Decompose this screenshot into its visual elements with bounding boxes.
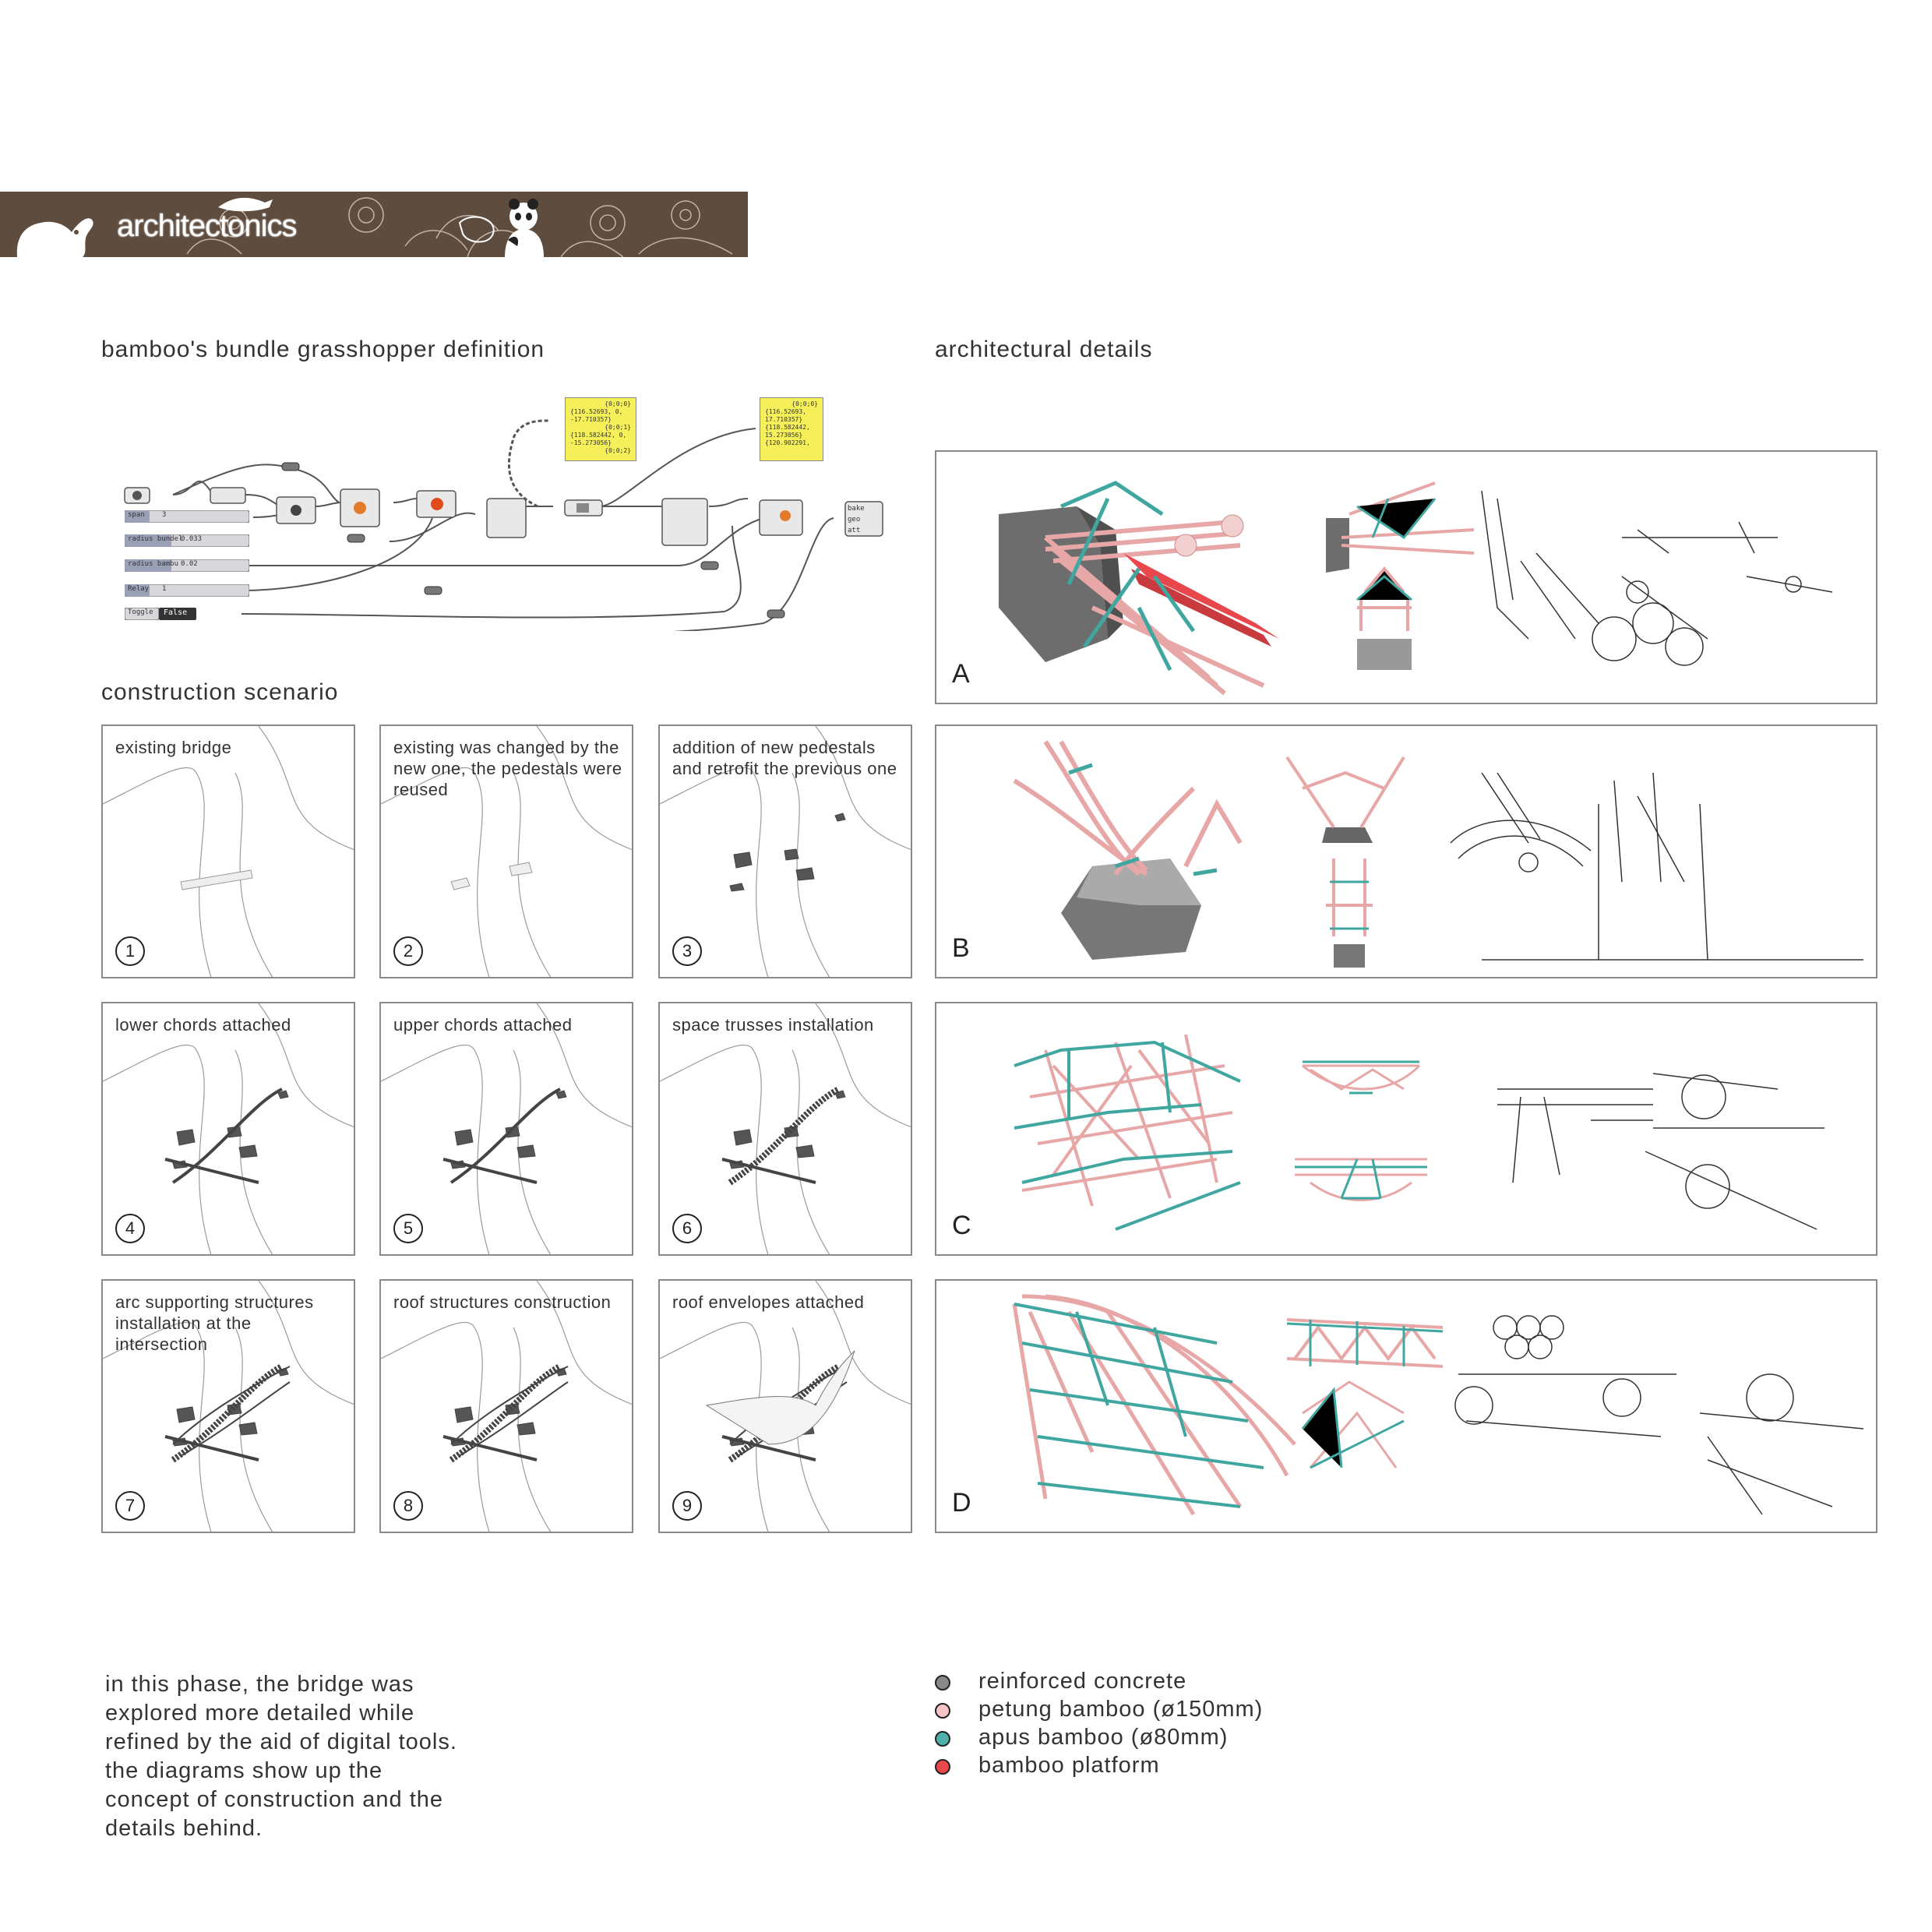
step-label: roof envelopes attached bbox=[672, 1292, 865, 1312]
description-line: details behind. bbox=[105, 1816, 263, 1841]
description-line: the diagrams show up the bbox=[105, 1758, 383, 1783]
step-number: 7 bbox=[115, 1491, 145, 1521]
step-number: 4 bbox=[115, 1214, 145, 1243]
legend-dot bbox=[935, 1703, 950, 1719]
panel-line: {0;0;0} bbox=[605, 400, 631, 407]
panel-line: {118.582442, bbox=[765, 424, 810, 431]
step-label: roof structures construction bbox=[393, 1292, 612, 1312]
step-label: existing bridge bbox=[115, 738, 232, 757]
slider-name: radius bambu bbox=[128, 560, 179, 568]
panel-line: {0;0;1} bbox=[605, 424, 631, 431]
detail-letter-b: B bbox=[952, 933, 970, 963]
legend-dot bbox=[935, 1759, 950, 1775]
detail-letter-a: A bbox=[952, 659, 970, 689]
construction-step-panel bbox=[101, 1279, 355, 1533]
step-number: 2 bbox=[393, 936, 423, 966]
bake-input: bake bbox=[848, 505, 865, 513]
detail-b-drawing bbox=[936, 726, 1877, 978]
detail-c-drawing bbox=[936, 1003, 1877, 1256]
banner-title: architectonics bbox=[117, 209, 297, 243]
slider-name: radius bundel bbox=[128, 535, 183, 543]
legend-dot bbox=[935, 1731, 950, 1747]
small-elephant-icon bbox=[460, 217, 494, 242]
slider-relay[interactable] bbox=[125, 584, 249, 601]
grasshopper-title: bamboo's bundle grasshopper definition bbox=[101, 337, 545, 362]
toggle-value: False bbox=[164, 608, 188, 617]
construction-step-panel bbox=[379, 724, 633, 978]
att-input: att bbox=[848, 527, 861, 534]
step-number: 3 bbox=[672, 936, 702, 966]
output-panel-2[interactable] bbox=[760, 397, 823, 461]
toggle-name: Toggle bbox=[128, 608, 153, 616]
construction-step-panel bbox=[658, 1279, 912, 1533]
step-number: 1 bbox=[115, 936, 145, 966]
slider-span[interactable] bbox=[125, 510, 249, 527]
description-line: refined by the aid of digital tools. bbox=[105, 1729, 457, 1754]
step-label: lower chords attached bbox=[115, 1015, 291, 1035]
output-panel-1[interactable] bbox=[565, 397, 636, 461]
geo-input: geo bbox=[848, 516, 861, 524]
legend-dot bbox=[935, 1675, 950, 1690]
header-banner bbox=[0, 192, 748, 257]
slider-radius-bundel[interactable] bbox=[125, 534, 249, 551]
panel-line: 15.273056} bbox=[765, 432, 803, 439]
detail-a-drawing bbox=[936, 452, 1877, 704]
step-number: 6 bbox=[672, 1214, 702, 1243]
slider-name: span bbox=[128, 511, 145, 519]
construction-step-panel bbox=[658, 724, 912, 978]
legend-label: bamboo platform bbox=[978, 1753, 1160, 1778]
panel-line: 17.710357} bbox=[765, 416, 803, 423]
detail-panel-b bbox=[935, 724, 1877, 978]
elephant-icon bbox=[17, 218, 93, 257]
detail-d-drawing bbox=[936, 1281, 1877, 1533]
pedestal-concrete bbox=[999, 506, 1123, 662]
construction-title: construction scenario bbox=[101, 679, 339, 705]
construction-step-panel bbox=[658, 1002, 912, 1256]
construction-step-panel bbox=[379, 1279, 633, 1533]
description-line: explored more detailed while bbox=[105, 1701, 415, 1726]
step-label: existing was changed by the new one, the pedestals were reused bbox=[393, 738, 622, 799]
panel-line: {118.582442, 0, -15.273056} bbox=[570, 432, 627, 446]
step-number: 9 bbox=[672, 1491, 702, 1521]
details-title: architectural details bbox=[935, 337, 1153, 362]
toggle-false[interactable] bbox=[125, 608, 196, 624]
description-line: in this phase, the bridge was bbox=[105, 1672, 414, 1697]
step-number: 5 bbox=[393, 1214, 423, 1243]
slider-value: 3 bbox=[162, 511, 167, 519]
description-line: concept of construction and the bbox=[105, 1787, 444, 1812]
panel-line: {0;0;0} bbox=[791, 400, 818, 407]
panel-line: {120.902291, bbox=[765, 439, 810, 446]
detail-panel-a bbox=[935, 450, 1877, 704]
step-label: upper chords attached bbox=[393, 1015, 573, 1035]
panda-icon bbox=[505, 199, 544, 257]
legend-label: petung bamboo (ø150mm) bbox=[978, 1697, 1264, 1722]
banner-ornament bbox=[0, 192, 748, 257]
legend-label: apus bamboo (ø80mm) bbox=[978, 1725, 1229, 1750]
step-label: arc supporting structures installation at the intersection bbox=[115, 1292, 314, 1354]
detail-letter-d: D bbox=[952, 1488, 971, 1518]
slider-value: 1 bbox=[162, 585, 167, 593]
slider-value: 0.033 bbox=[181, 535, 203, 543]
detail-panel-c bbox=[935, 1002, 1877, 1256]
slider-name: Relay bbox=[128, 585, 150, 593]
construction-step-panel bbox=[101, 1002, 355, 1256]
description bbox=[105, 1670, 650, 1843]
panel-line: {0;0;2} bbox=[605, 447, 631, 454]
construction-step-panel bbox=[101, 724, 355, 978]
panel-line: {116.52693, 0, -17.710357} bbox=[570, 408, 623, 423]
step-label: space trusses installation bbox=[672, 1015, 874, 1035]
bake-component[interactable] bbox=[848, 503, 865, 536]
grasshopper-canvas bbox=[117, 390, 888, 631]
legend-label: reinforced concrete bbox=[978, 1669, 1187, 1694]
detail-panel-d bbox=[935, 1279, 1877, 1533]
panel-line: {116.52693, bbox=[765, 408, 806, 415]
construction-step-panel bbox=[379, 1002, 633, 1256]
detail-letter-c: C bbox=[952, 1211, 971, 1240]
step-number: 8 bbox=[393, 1491, 423, 1521]
slider-value: 0.02 bbox=[181, 560, 198, 568]
slider-radius-bambu[interactable] bbox=[125, 559, 249, 576]
step-label: addition of new pedestals and retrofit the previous one bbox=[672, 738, 897, 778]
